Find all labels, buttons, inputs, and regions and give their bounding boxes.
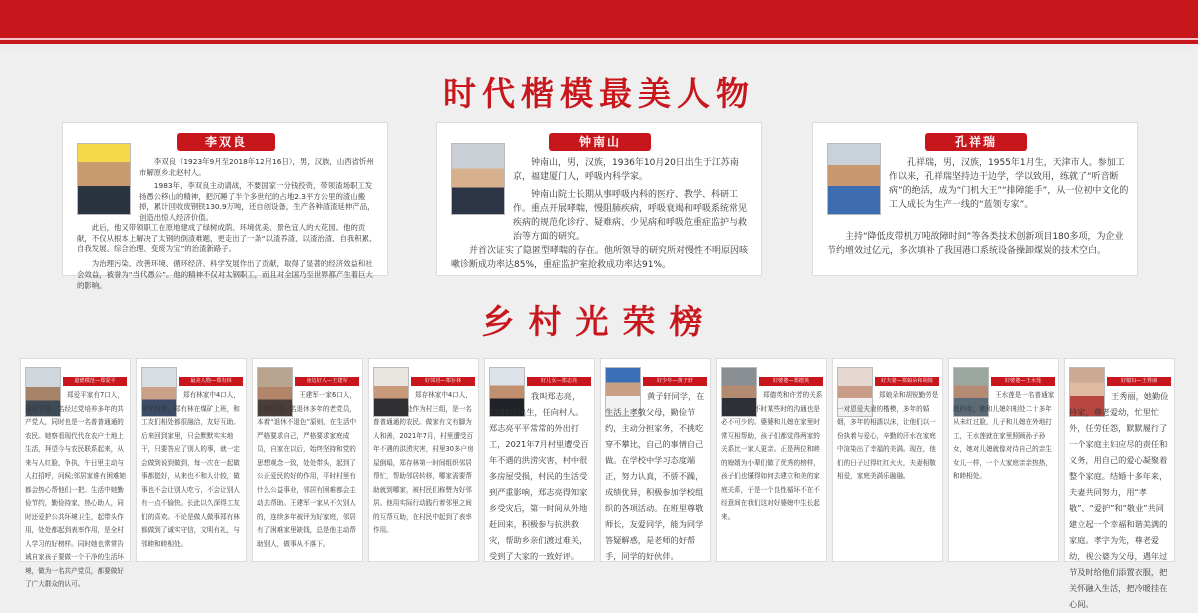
featured-bio — [513, 157, 751, 249]
honor-tag: 好夫妻—郑娘朵和胡锐 — [875, 377, 939, 386]
featured-name: 李双良 — [177, 133, 275, 151]
portrait-photo — [77, 143, 131, 215]
bio-paragraph: 郑存林家中4口人，世业山办事处作为村三组，是一名普普通通的农民。做家有文有脚为人和善，2021年7月，村里遭受百年不遇的洪涝灾害，村里30多户房屋倒塌，郑存林第一时间组织邻居帮忙，帮助邻居转移，哪家需要帮助就到哪家，被村民们称赞为好邻居。他用实际行动践行着邻里之间的互帮互助，在村民中起到了表率作用。 — [373, 391, 474, 535]
villager-card — [948, 358, 1059, 562]
villager-bio — [489, 389, 591, 565]
featured-bio-lower — [139, 181, 375, 228]
bio-paragraph: 郑德英和许芳的关系很好，当然不时某些时的沟通也是必不可少的。婆婆和儿媳在家里时常互相帮助，孩子们都觉得两家的关系比一家人更亲。正是两位和睦的媳婿为小辈们做了优秀的榜样，孩子们也懂得如何去建立和美的家庭关系，于是一个良性循环不在不经意间在我们这对好婆媳中生长起来。 — [721, 391, 823, 521]
villager-card — [600, 358, 711, 562]
bio-paragraph: 黄子轩同学，在生活上孝敬父母，勤俭节约，主动分担家务，不挑吃穿不攀比，自己的事情自己做。在学校中学习态度端正，努力认真，不骄不躁，成绩优异，积极参加学校组织的各项活动。在班里尊敬师长，友爱同学，能为同学答疑解惑，是老师的好帮手，同学的好伙伴。 — [605, 391, 705, 561]
villager-bio — [721, 389, 823, 524]
villager-card — [368, 358, 479, 562]
villager-card — [136, 358, 247, 562]
bio-paragraph: 并首次证实了隐匿型哮喘的存在。他所领导的研究所对慢性不明原因咳嗽诊断成功率达85%，重症监护室抢救成功率达91%。 — [451, 246, 749, 270]
banner-stripe-light — [0, 44, 1198, 50]
top-banner — [0, 0, 1198, 44]
villager-card — [484, 358, 595, 562]
bio-paragraph: 钟南山院士长期从事呼吸内科的医疗、教学、科研工作。重点开展哮喘，慢阻肺疾病，呼吸衰竭和呼吸系统常见疾病的规范化诊疗、疑难病、少见病和呼吸危重症监护与救治等方面的研究。 — [513, 189, 748, 242]
honor-tag: 好媳妇—王秀丽 — [1107, 377, 1171, 386]
main-title: 时代楷模最美人物 — [443, 74, 755, 113]
featured-name: 钟南山 — [549, 133, 651, 151]
featured-card-li-shuangliang — [62, 122, 388, 290]
featured-card-zhong-nanshan — [436, 122, 762, 276]
bio-paragraph: 此后，他又带领职工在原地建成了绿树成荫、环境优美、景色宜人的大花园。他的贡献，不仅从根本上解决了太钢的倒渣难题，更走出了一条“以渣养渣、以渣治渣、自我积累、自我发展、综合治理、变废为宝”的治渣新路子。 — [77, 223, 377, 254]
bio-paragraph: 李双良（1923年9月至2018年12月16日），男，汉族，山西省忻州市解原乡北赵村人。 — [139, 157, 374, 177]
featured-bio — [139, 157, 375, 182]
villager-card — [1064, 358, 1175, 609]
portrait-photo — [451, 143, 505, 215]
bio-paragraph: 王秀丽，她勤俭持家，尊老爱幼，忙里忙外，任劳任怨，默默履行了一个家庭主妇应尽的责任和义务，用自己的爱心凝聚着整个家庭。结婚十多年来，夫妻共同努力，用“孝敬”、“爱护”和“敬业”共同建立起一个幸福和谐美满的家庭。孝字为先，尊老爱幼，视公婆为父母，遇年过节及时给他们添置衣服，把关怀融入生活，把冷暖挂在心间。 — [1069, 391, 1169, 609]
honor-tag: 身边好人—王建军 — [295, 377, 359, 386]
featured-name: 孔祥瑞 — [925, 133, 1027, 151]
villager-bio — [605, 389, 707, 565]
villager-bio — [1069, 389, 1171, 613]
featured-bio-bottom — [827, 231, 1129, 263]
bio-paragraph: 孔祥瑞，男，汉族，1955年1月生，天津市人。参加工作以来，孔祥瑞坚持边干边学，学以致用，练就了“听音断病”的绝活，成为“门机大王”“排障能手”，从一位初中文化的工人成长为生产一线的“蓝领专家”。 — [889, 158, 1129, 210]
bio-paragraph: 钟南山，男，汉族，1936年10月20日出生于江苏南京，福建厦门人，呼吸内科学家。 — [513, 158, 739, 182]
villager-bio — [837, 389, 939, 484]
featured-bio-bottom — [77, 223, 377, 295]
honor-tag: 好邻居—郑存林 — [411, 377, 475, 386]
featured-card-kong-xiangrui — [812, 122, 1138, 276]
portrait-photo — [827, 143, 881, 215]
honor-tag: 好儿女—郑志亮 — [527, 377, 591, 386]
villager-bio — [141, 389, 243, 551]
banner-stripe — [0, 38, 1198, 40]
villager-card — [252, 358, 363, 562]
honor-tag: 道德模范—郑爱平 — [63, 377, 127, 386]
section-title: 乡村光荣榜 — [481, 302, 717, 341]
bio-paragraph: 主持“降低皮带机万吨故障时间”等各类技术创新项目180多项，为企业节约增效过亿元，多次填补了我国港口系统设备操卸煤炭的技术空白。 — [827, 232, 1124, 256]
villager-card — [716, 358, 827, 562]
bio-paragraph: 王水莲是一名普通家庭妇女，她和儿媳妇相处二十多年从未红过脸，儿子和儿媳在外地打工，王水莲就在家里照顾孙子孙女，她对儿媳就像对待自己的亲生女儿一样，一个大家庭亲亲热热，和睦相处。 — [953, 391, 1055, 481]
bio-paragraph: 我叫郑志亮，1988年出生，任向村人。郑志亮平平常常的外出打工，2021年7月村里遭受百年不遇的洪涝灾害，村中很多房屋受损，村民的生活受到严重影响，郑志亮得知家乡受灾后，第一时间从外地赶回来，积极参与抗洪救灾，帮助乡亲们渡过难关，受到了大家的一致好评。 — [489, 391, 589, 561]
bio-paragraph: 郑爱平家有7口人，郑爱平是一名经过党培养多年的共产党人，同时也是一名普普通通的农民。她察看现代代在农户土地上生活，拜望今与农民联系起来，从来与人红脸，争执，午日里主动与人打招呼，问候;邻居家谁有困难她都会热心帮他们一把。生活中她勤俭节约，勤俭持家，热心助人，同时还爱护公共环境卫生，起带头作用，处处都起到表率作用，是全村人学习的好榜样。同时她也常常告诫自家孩子要做一个干净的生活环境，做为一名共产党员，都要做好了广大群众的认可。 — [25, 391, 127, 589]
bio-paragraph: 郑娘朵和胡锐勤劳是一对恩爱夫妻的楷模，多年的婚姻，多年的相濡以沫，让他们以一份执着与爱心，辛勤的汗水在家庭中渲染出了幸福的美满。现在，他们的日子过得红红火火，夫妻相敬相爱，家庭美满乐融融。 — [837, 391, 939, 481]
villager-card — [832, 358, 943, 562]
villager-bio — [373, 389, 475, 538]
featured-bio-bottom — [451, 245, 751, 277]
honor-tag: 好少年—黄子轩 — [643, 377, 707, 386]
honor-tag: 好婆婆—郑德英 — [759, 377, 823, 386]
bio-paragraph: 王建军一家6口人，王建军是一名退休多年的老党员，本着“退休不退色”原则，在生活中严格要求自己，严格要求家庭成员，自家在以后，始终坚持和党的思想观念一致，处处带头，起到了公正爱民的好的作用，平时村里有什么公益事业，邻居有困难都会主动去帮助。王建军一家从不欠别人的，连续多年被评为好家庭，邻居有了困难家里缺钱，总是他主动帮助别人，做事从不落下。 — [257, 391, 357, 548]
villager-bio — [953, 389, 1055, 484]
bio-paragraph: 1983年，李双良主动请战，不要国家一分钱投资，带领渣场职工发扬愚公移山的精神，把沉睡了半个多世纪的占地2.3平方公里的渣山搬掉，累计回收废钢铁130.9万吨，还自创设备，生产各种渣渣延伸产品，创造出惊人经济价值。 — [139, 181, 375, 223]
bio-paragraph: 为治理污染、改善环境、循环经济、科学发展作出了贡献，取得了显著的经济效益和社会效益，被誉为“当代愚公”。他的精神不仅对太钢职工，而且对全国乃至世界都产生着巨大的影响。 — [77, 259, 373, 290]
villager-bio — [257, 389, 359, 551]
bio-paragraph: 郑有林家中4口人，早年村里，郑有林在煤矿上班，和工友们相处都很融洽，友好互助。后来回到家里，只会默默实实地干，只要答应了别人的事，就一定会做到说到做到，每一次在一起做事都挺好，从来也不和人计较，做事也不会让别人吃亏，不会让别人有一点不愉快。长此以久深得工友们的喜欢。不论是做人做事郑有林都做到了诚实守信，文明有礼，与邻睦和睦相处。 — [141, 391, 240, 548]
villager-card — [20, 358, 131, 589]
honor-tag: 最美人物—郑有林 — [179, 377, 243, 386]
honor-tag: 好婆婆—王水莲 — [991, 377, 1055, 386]
featured-bio — [889, 157, 1129, 217]
villager-bio — [25, 389, 127, 592]
